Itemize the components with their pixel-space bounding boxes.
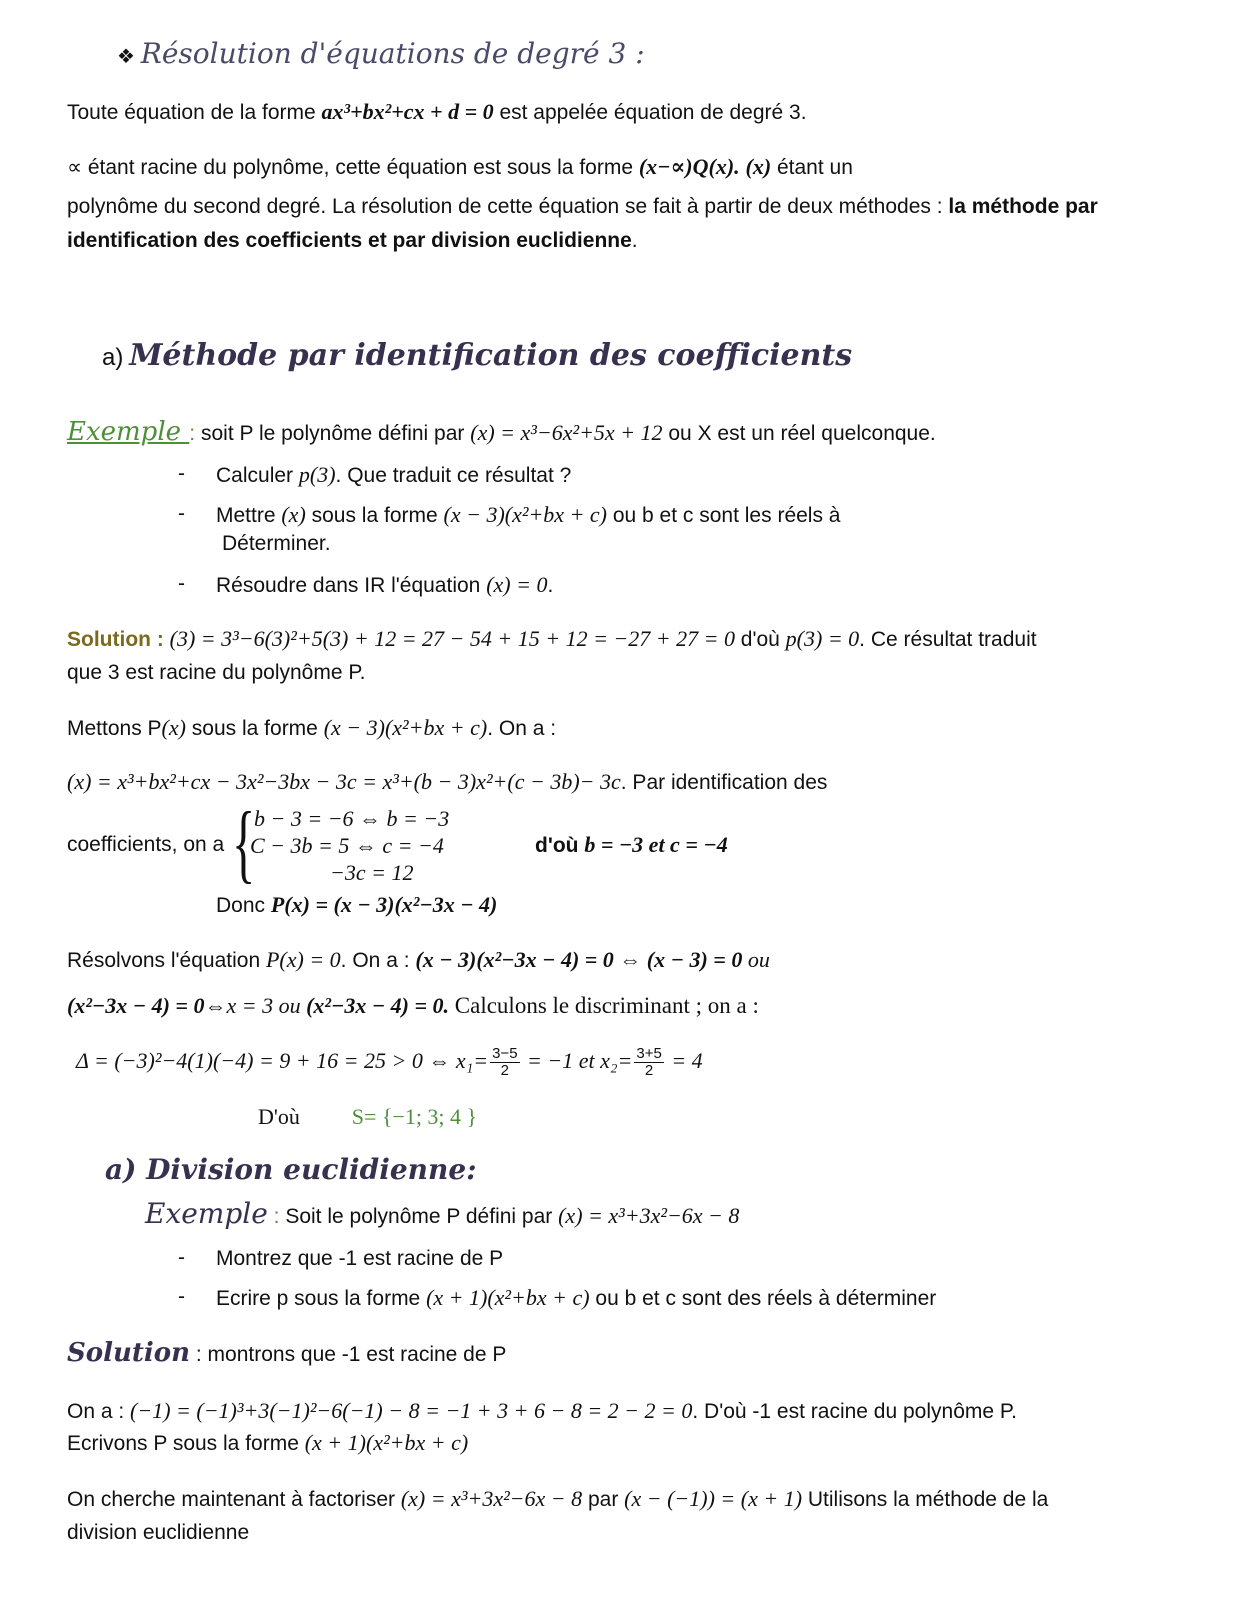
example-2-label: Exemple — [145, 1197, 268, 1230]
solution-1-line-1: Solution : (3) = 3³−6(3)²+5(3) + 12 = 27 − 54 + 15 + 12 = −27 + 27 = 0 d'où p(3) = 0. Ce résultat traduit — [67, 626, 1037, 651]
list-dash: - — [178, 572, 185, 595]
resolve-line-1: Résolvons l'équation P(x) = 0. On a : (x − 3)(x²−3x − 4) = 0 ⇔ (x − 3) = 0 ou — [67, 947, 770, 972]
system-eq-1: b − 3 = −6 ⇔ b = −3 — [254, 806, 450, 831]
diamond-bullet-icon: ❖ — [117, 46, 135, 68]
list-item: Mettre (x) sous la forme (x − 3)(x²+bx + c) ou b et c sont les réels à — [216, 502, 841, 527]
system-brace: { — [232, 795, 256, 892]
intro-line-2: ∝ étant racine du polynôme, cette équation est sous la forme (x−∝)Q(x). (x) étant un — [67, 154, 853, 179]
section-b-heading: a) Division euclidienne: — [105, 1153, 477, 1186]
intro-line-4: identification des coefficients et par division euclidienne. — [67, 229, 638, 252]
solution-2-label: Solution — [67, 1338, 191, 1368]
fraction-x1: $\frac{3-5}{2}$ — [492, 1045, 518, 1079]
example-2-statement: Exemple : Soit le polynôme P défini par (x) = x³+3x²−6x − 8 — [145, 1197, 740, 1230]
solution-set: D'où S= {−1; 3; 4 } — [258, 1104, 478, 1129]
solution-label: Solution : — [67, 628, 170, 651]
solution-2-heading: Solution : montrons que -1 est racine de P — [67, 1338, 507, 1368]
list-dash: - — [178, 1285, 185, 1308]
factored-form: Donc P(x) = (x − 3)(x²−3x − 4) — [216, 892, 498, 917]
list-dash: - — [178, 462, 185, 485]
heading-title: Résolution d'équations de degré 3 : — [140, 37, 645, 70]
list-item: Calculer p(3). Que traduit ce résultat ? — [216, 462, 572, 487]
fraction-x2: $\frac{3+5}{2}$ — [636, 1045, 662, 1079]
system-intro: coefficients, on a — [67, 833, 225, 856]
solution-set-value: S= {−1; 3; 4 } — [351, 1104, 478, 1129]
main-heading — [117, 38, 645, 73]
example-1-statement: Exemple : soit P le polynôme défini par (x) = x³−6x²+5x + 12 ou X est un réel quelconque. — [67, 417, 936, 447]
list-item: Ecrire p sous la forme (x + 1)(x²+bx + c) ou b et c sont des réels à déterminer — [216, 1285, 937, 1310]
system-eq-3: −3c = 12 — [330, 860, 414, 885]
solution-2-line-3: On cherche maintenant à factoriser (x) = x³+3x²−6x − 8 par (x − (−1)) = (x + 1) Utilisons la méthode de la — [67, 1486, 1049, 1511]
solution-1-line-3: Mettons P(x) sous la forme (x − 3)(x²+bx + c). On a : — [67, 715, 557, 740]
section-a-heading: a) Méthode par identification des coefficients — [102, 338, 853, 373]
list-dash: - — [178, 1246, 185, 1269]
solution-1-line-2: que 3 est racine du polynôme P. — [67, 661, 366, 684]
intro-line-1: Toute équation de la forme ax³+bx²+cx + d = 0 est appelée équation de degré 3. — [67, 99, 807, 124]
solution-2-line-1: On a : (−1) = (−1)³+3(−1)²−6(−1) − 8 = −1 + 3 + 6 − 8 = 2 − 2 = 0. D'où -1 est racine du polynôme P. — [67, 1398, 1018, 1423]
example-label: Exemple — [67, 417, 190, 447]
resolve-line-2: (x²−3x − 4) = 0⇔x = 3 ou (x²−3x − 4) = 0. Calculons le discriminant ; on a : — [67, 993, 759, 1018]
list-dash: - — [178, 502, 185, 525]
system-result: d'où b = −3 et c = −4 — [535, 832, 728, 857]
solution-1-line-4: (x) = x³+bx²+cx − 3x²−3bx − 3c = x³+(b − 3)x²+(c − 3b)− 3c. Par identification des — [67, 769, 828, 794]
discriminant-line: Δ = (−3)²−4(1)(−4) = 9 + 16 = 25 > 0 ⇔ x₁= $\frac{3-5}{2}$ = −1 et x₂= $\frac{3+5}{2}$ = 4 — [76, 1045, 703, 1079]
list-item-continuation: Déterminer. — [222, 532, 331, 555]
system-eq-2: C − 3b = 5 ⇔ c = −4 — [250, 833, 444, 858]
cubic-equation: ax³+bx²+cx + d = 0 — [321, 99, 494, 124]
solution-2-line-4: division euclidienne — [67, 1521, 250, 1544]
list-item: Résoudre dans IR l'équation (x) = 0. — [216, 572, 554, 597]
solution-2-line-2: Ecrivons P sous la forme (x + 1)(x²+bx + c) — [67, 1430, 469, 1455]
intro-line-3: polynôme du second degré. La résolution de cette équation se fait à partir de deux méthodes : la méthode par — [67, 195, 1098, 218]
list-item: Montrez que -1 est racine de P — [216, 1247, 504, 1270]
